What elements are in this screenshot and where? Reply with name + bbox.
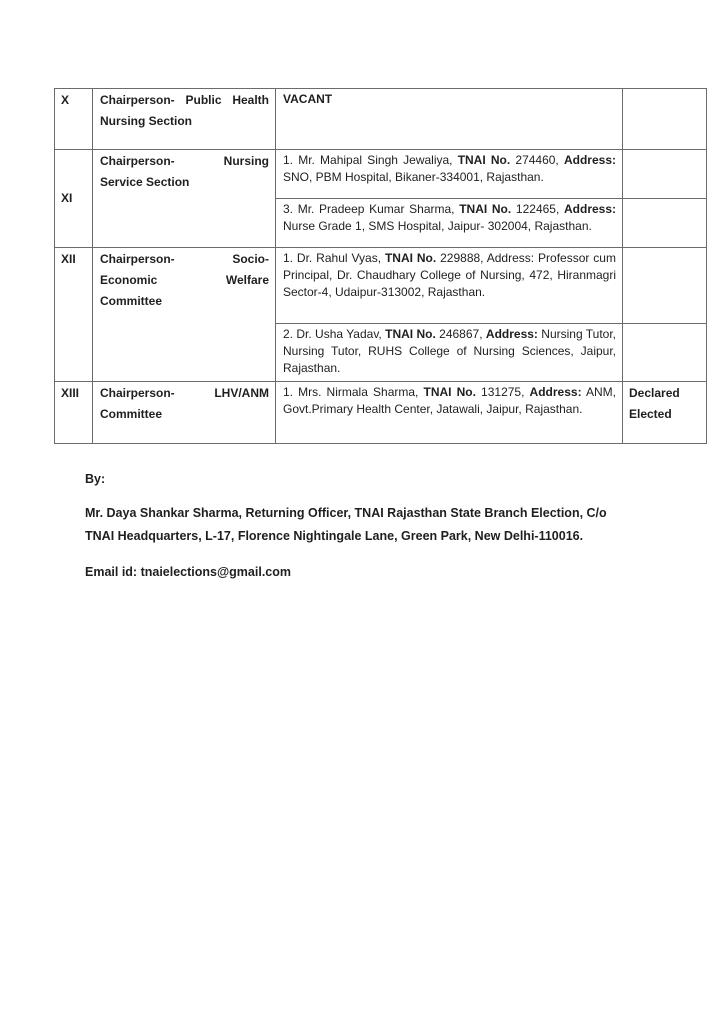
table-row	[55, 248, 707, 324]
position-cell: Chairperson- Socio-Economic Welfare Committee	[93, 248, 276, 382]
candidate-cell: 1. Mr. Mahipal Singh Jewaliya, TNAI No. 274460, Address: SNO, PBM Hospital, Bikaner-334001, Rajasthan.	[276, 150, 623, 199]
status-cell	[623, 150, 707, 199]
candidate-cell: 2. Dr. Usha Yadav, TNAI No. 246867, Address: Nursing Tutor, Nursing Tutor, RUHS College of Nursing Sciences, Jaipur, Rajasthan.	[276, 324, 623, 382]
by-label: By:	[85, 472, 106, 486]
status-cell	[623, 199, 707, 248]
status-cell declared-elected-badge: Declared Elected	[623, 382, 707, 444]
table-row	[55, 89, 707, 150]
position-cell: Chairperson- LHV/ANM Committee	[93, 382, 276, 444]
candidate-cell: 3. Mr. Pradeep Kumar Sharma, TNAI No. 122465, Address: Nurse Grade 1, SMS Hospital, Jaipur- 302004, Rajasthan.	[276, 199, 623, 248]
election-results-table	[54, 88, 707, 444]
candidate-cell: 1. Dr. Rahul Vyas, TNAI No. 229888, Address: Professor cum Principal, Dr. Chaudhary College of Nursing, 472, Hiranmagri Sector-4, Udaipur-313002, Rajasthan.	[276, 248, 623, 324]
candidate-cell: VACANT	[276, 89, 623, 150]
email-line: Email id: tnaielections@gmail.com	[85, 565, 291, 579]
candidate-cell: 1. Mrs. Nirmala Sharma, TNAI No. 131275, Address: ANM, Govt.Primary Health Center, Jatawali, Jaipur, Rajasthan.	[276, 382, 623, 444]
row-id-cell: XIII	[55, 382, 93, 444]
row-id-cell: X	[55, 89, 93, 150]
returning-officer-line: Mr. Daya Shankar Sharma, Returning Officer, TNAI Rajasthan State Branch Election, C/o TNAI Headquarters, L-17, Florence Nightingale Lane, Green Park, New Delhi-110016.	[85, 506, 607, 543]
table-row	[55, 150, 707, 199]
position-cell: Chairperson- Nursing Service Section	[93, 150, 276, 248]
status-cell	[623, 324, 707, 382]
row-id-cell: XI	[55, 150, 93, 248]
status-cell	[623, 248, 707, 324]
row-id-cell: XII	[55, 248, 93, 382]
table-row	[55, 382, 707, 444]
status-cell	[623, 89, 707, 150]
position-cell: Chairperson- Public Health Nursing Section	[93, 89, 276, 150]
footer-block	[85, 468, 633, 584]
